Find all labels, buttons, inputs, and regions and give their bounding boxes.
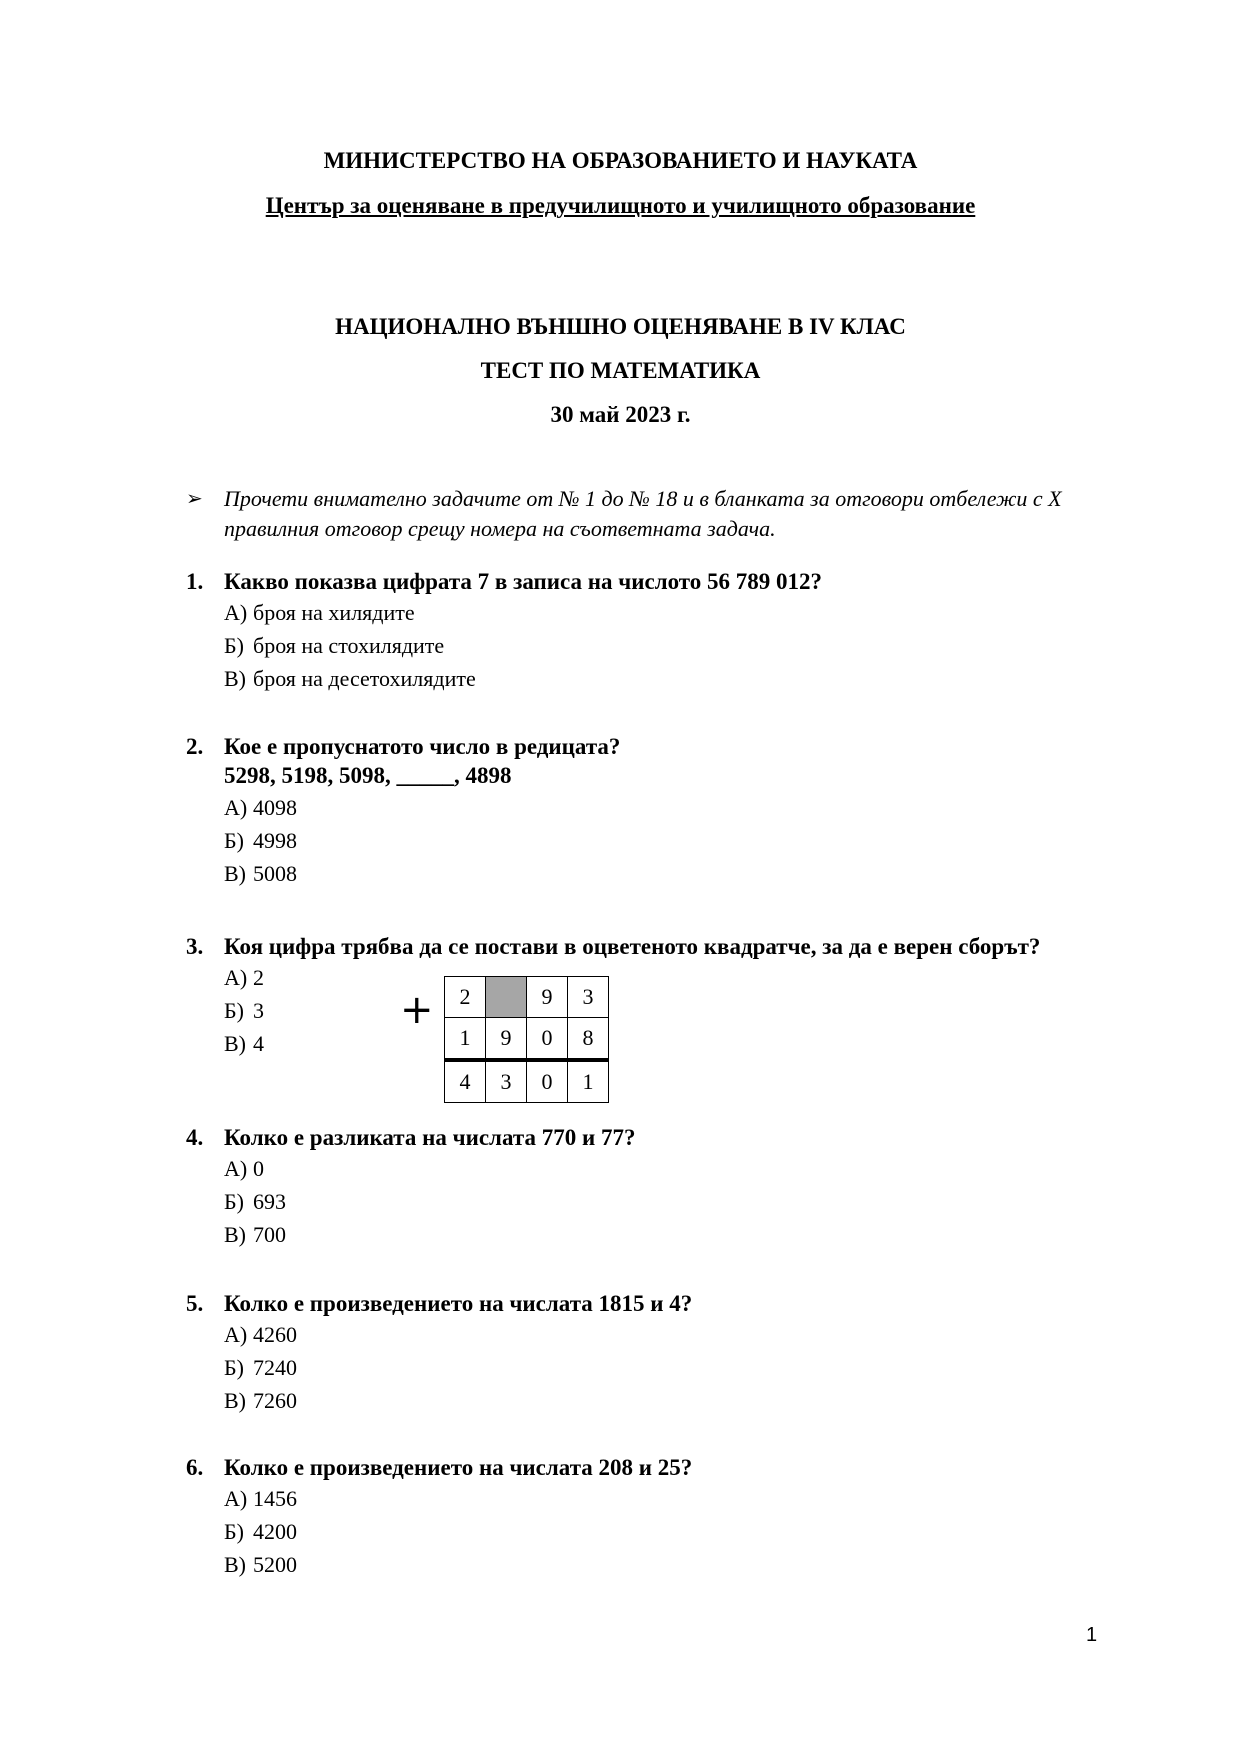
option-label: А) (224, 1156, 248, 1181)
answer-option-b (224, 1351, 1066, 1384)
answer-option-c (224, 857, 1066, 890)
answer-option-a (224, 1318, 1066, 1351)
question-number: 1. (186, 569, 204, 594)
option-label: А) (224, 965, 248, 990)
answer-option-b (224, 824, 1066, 857)
digit-cell: 1 (445, 1018, 486, 1061)
exam-date: 30 май 2023 г. (550, 402, 691, 427)
answer-options (224, 791, 1066, 890)
option-label: В) (224, 1388, 246, 1413)
number-sequence: 5298, 5198, 5098, _____, 4898 (224, 763, 512, 788)
option-text: 5008 (253, 861, 297, 886)
option-text: 1456 (253, 1486, 297, 1511)
option-label: А) (224, 600, 248, 625)
option-label: В) (224, 1031, 246, 1056)
answer-option-c (224, 662, 1066, 695)
option-label: В) (224, 861, 246, 886)
missing-digit-cell (486, 977, 527, 1018)
option-label: Б) (224, 998, 244, 1023)
question-3 (186, 933, 1066, 1060)
digit-cell: 8 (568, 1018, 609, 1061)
option-label: Б) (224, 1189, 244, 1214)
question-5 (186, 1290, 1066, 1417)
page-number: 1 (1086, 1624, 1098, 1646)
digit-cell: 9 (486, 1018, 527, 1061)
answer-option-b (224, 1515, 1066, 1548)
option-text: 4260 (253, 1322, 297, 1347)
answer-option-c (224, 1027, 1066, 1060)
question-text: Кое е пропуснатото число в редицата? (224, 734, 621, 759)
option-text: 4200 (253, 1519, 297, 1544)
option-label: А) (224, 1486, 248, 1511)
ministry-title: МИНИСТЕРСТВО НА ОБРАЗОВАНИЕТО И НАУКАТА (323, 148, 918, 173)
answer-option-a (224, 1482, 1066, 1515)
answer-option-c (224, 1218, 1066, 1251)
option-label: А) (224, 1322, 248, 1347)
digit-cell: 3 (486, 1060, 527, 1103)
answer-option-c (224, 1548, 1066, 1581)
question-number: 6. (186, 1455, 204, 1480)
option-text: 0 (253, 1156, 264, 1181)
question-number: 2. (186, 734, 204, 759)
question-text: Коя цифра трябва да се постави в оцветеното квадратче, за да е верен сборът? (224, 934, 1041, 959)
digit-cell: 3 (568, 977, 609, 1018)
option-text: броя на хилядите (253, 600, 415, 625)
question-1 (186, 568, 1066, 695)
option-text: 700 (253, 1222, 286, 1247)
option-text: 2 (253, 965, 264, 990)
addition-grid (444, 976, 609, 1103)
question-text: Колко е разликата на числата 770 и 77? (224, 1125, 636, 1150)
option-label: Б) (224, 633, 244, 658)
digit-cell: 1 (568, 1060, 609, 1103)
answer-option-b (224, 1185, 1066, 1218)
answer-option-b (224, 994, 1066, 1027)
exam-title: НАЦИОНАЛНО ВЪНШНО ОЦЕНЯВАНЕ В IV КЛАС (335, 314, 906, 339)
option-label: В) (224, 1222, 246, 1247)
option-label: В) (224, 1552, 246, 1577)
answer-options (224, 1318, 1066, 1417)
answer-option-a (224, 1152, 1066, 1185)
answer-options (224, 1152, 1066, 1251)
question-number: 3. (186, 934, 204, 959)
digit-cell: 2 (445, 977, 486, 1018)
digit-cell: 0 (527, 1060, 568, 1103)
question-2 (186, 733, 1066, 890)
test-subject: ТЕСТ ПО МАТЕМАТИКА (480, 358, 761, 383)
option-text: 4998 (253, 828, 297, 853)
option-text: броя на стохилядите (253, 633, 445, 658)
addend-2-row (445, 1018, 609, 1061)
option-text: 7260 (253, 1388, 297, 1413)
answer-option-b (224, 629, 1066, 662)
answer-options (224, 596, 1066, 695)
answer-option-c (224, 1384, 1066, 1417)
addend-1-row (445, 977, 609, 1018)
answer-option-a (224, 791, 1066, 824)
question-text: Колко е произведението на числата 208 и 25? (224, 1455, 693, 1480)
option-text: 4 (253, 1031, 264, 1056)
question-text: Колко е произведението на числата 1815 и 4? (224, 1291, 693, 1316)
answer-option-a (224, 961, 1066, 994)
option-text: 4098 (253, 795, 297, 820)
instructions (186, 484, 1066, 544)
answer-option-a (224, 596, 1066, 629)
option-label: Б) (224, 1355, 244, 1380)
option-label: Б) (224, 828, 244, 853)
assessment-center-title: Център за оценяване в предучилищното и училищното образование (265, 193, 976, 218)
option-text: 693 (253, 1189, 286, 1214)
option-text: 5200 (253, 1552, 297, 1577)
answer-options (224, 1482, 1066, 1581)
sum-row (445, 1060, 609, 1103)
plus-sign: + (400, 987, 434, 1033)
option-label: А) (224, 795, 248, 820)
digit-cell: 0 (527, 1018, 568, 1061)
option-text: броя на десетохилядите (253, 666, 476, 691)
digit-cell: 4 (445, 1060, 486, 1103)
option-label: Б) (224, 1519, 244, 1544)
option-text: 3 (253, 998, 264, 1023)
question-number: 4. (186, 1125, 204, 1150)
option-text: 7240 (253, 1355, 297, 1380)
answer-options (224, 961, 1066, 1060)
arrow-bullet-icon: ➢ (186, 488, 203, 510)
digit-cell: 9 (527, 977, 568, 1018)
question-6 (186, 1454, 1066, 1581)
question-number: 5. (186, 1291, 204, 1316)
question-4 (186, 1124, 1066, 1251)
instructions-text: Прочети внимателно задачите от № 1 до № 18 и в бланката за отговори отбележи с Х правилния отговор срещу номера на съответната задача. (224, 486, 1062, 541)
option-label: В) (224, 666, 246, 691)
question-text: Какво показва цифрата 7 в записа на числото 56 789 012? (224, 569, 823, 594)
